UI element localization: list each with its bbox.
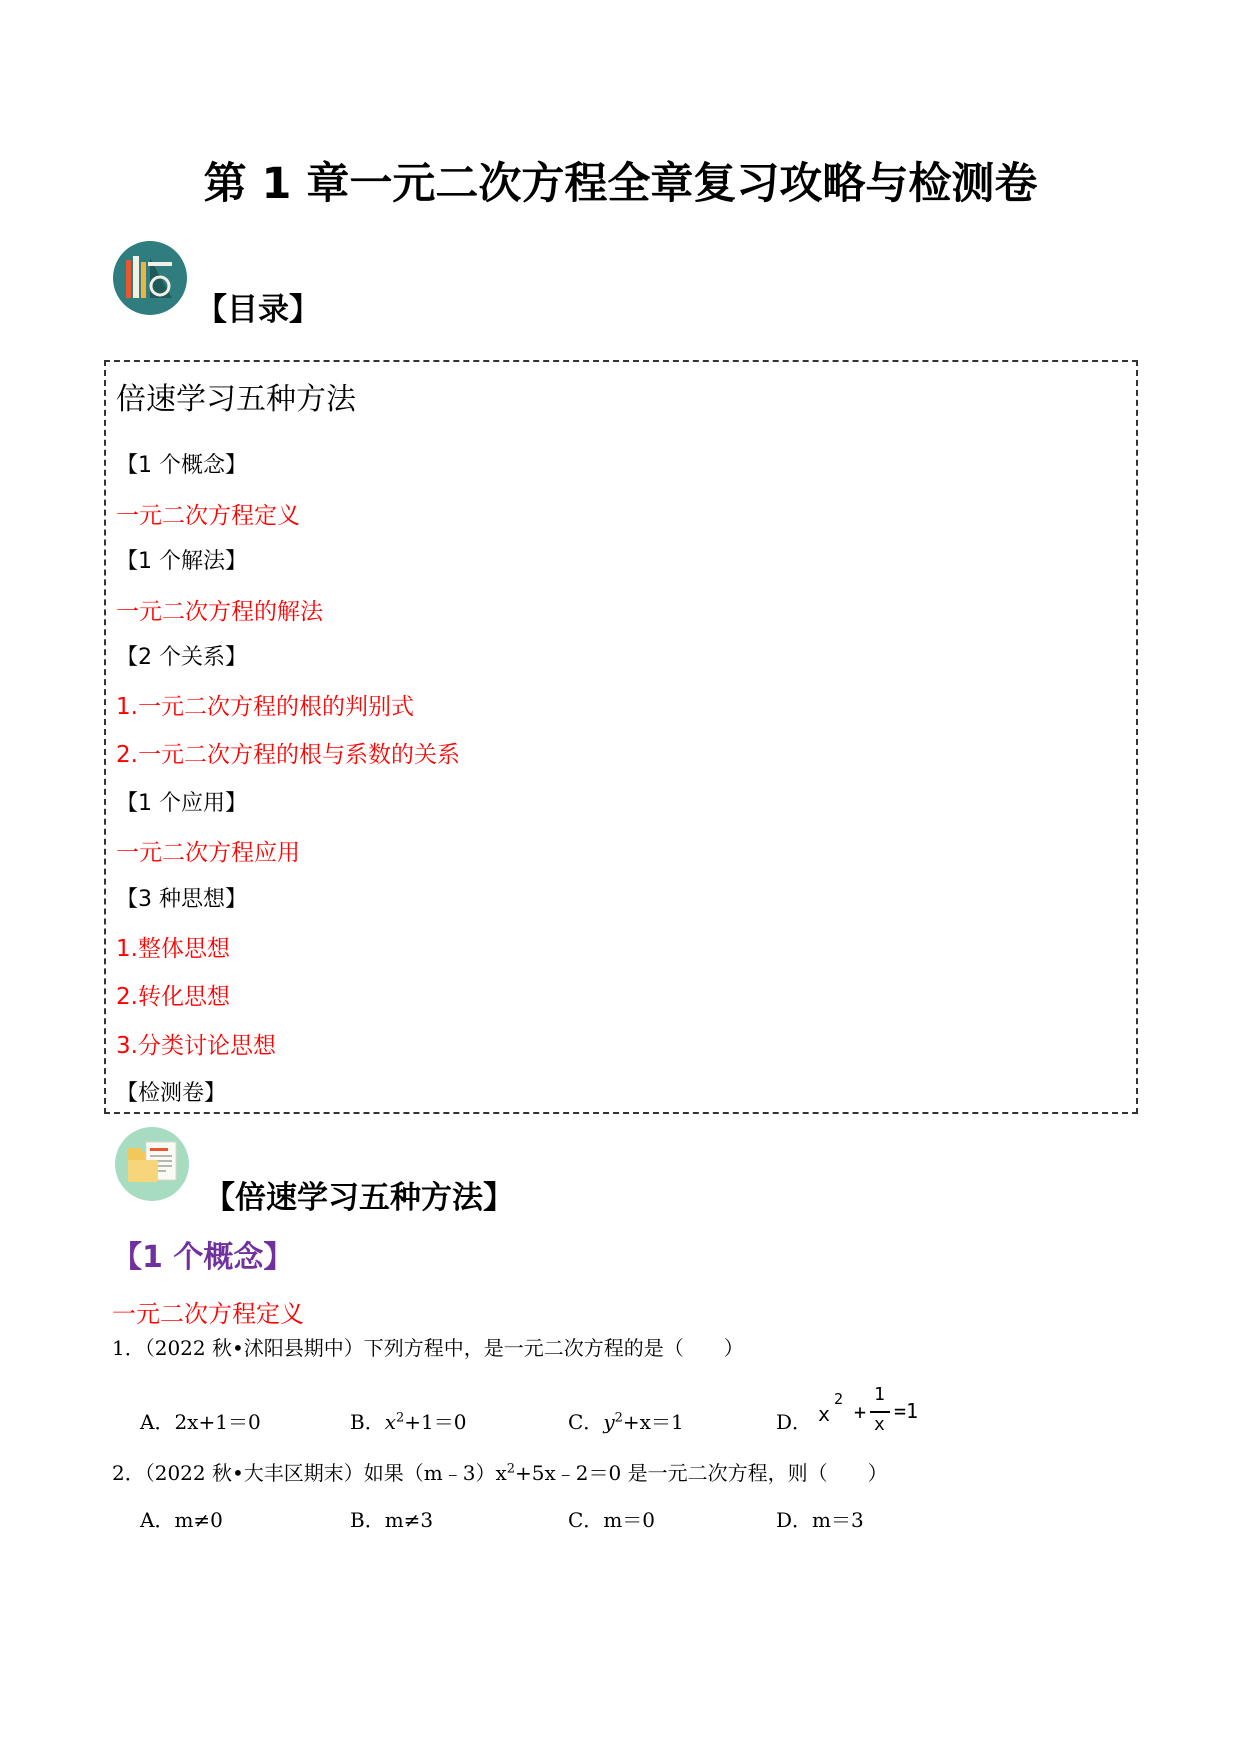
toc-category: 【1 个概念】 — [116, 453, 247, 478]
question-1 — [112, 1332, 744, 1361]
toc-category: 【检测卷】 — [116, 1081, 227, 1106]
toc-link[interactable]: 一元二次方程定义 — [116, 503, 300, 529]
question-stem: 下列方程中，是一元二次方程的是（ ） — [363, 1336, 744, 1360]
toc-link[interactable]: 1.整体思想 — [116, 936, 230, 962]
page-title: 第 1 章一元二次方程全章复习攻略与检测卷 — [203, 159, 1038, 209]
toc-heading: 【目录】 — [196, 292, 320, 328]
toc-category: 【3 种思想】 — [116, 887, 247, 912]
section-heading: 【倍速学习五种方法】 — [204, 1180, 514, 1216]
toc-category: 【2 个关系】 — [116, 645, 247, 670]
question-number: 1． — [112, 1336, 145, 1360]
toc-link[interactable]: 一元二次方程应用 — [116, 840, 300, 866]
option-c[interactable]: C．$y^2+x=1$ — [568, 1410, 684, 1434]
toc-category: 【1 个解法】 — [116, 549, 247, 574]
option-d[interactable]: D． — [776, 1410, 813, 1434]
question-stem: 如果（m﹣3）x — [363, 1461, 507, 1485]
option-d[interactable]: D．m＝3 — [776, 1508, 864, 1532]
concept-heading: 【1 个概念】 — [112, 1240, 294, 1275]
toc-link[interactable]: 2.一元二次方程的根与系数的关系 — [116, 742, 460, 768]
toc-link[interactable]: 1.一元二次方程的根的判别式 — [116, 694, 414, 720]
toc-link[interactable]: 一元二次方程的解法 — [116, 599, 323, 625]
toc-box-title: 倍速学习五种方法 — [116, 382, 356, 417]
question-source: （2022 秋•沭阳县期中） — [144, 1336, 364, 1360]
toc-link[interactable]: 2.转化思想 — [116, 984, 230, 1010]
option-c[interactable]: C．m＝0 — [568, 1508, 656, 1532]
books-ruler-icon — [112, 240, 188, 316]
toc-box — [104, 360, 1138, 1114]
option-a[interactable]: A．2x+1＝0 — [140, 1410, 261, 1434]
toc-category: 【1 个应用】 — [116, 791, 247, 816]
question-2: 2．（2022 秋•大丰区期末）如果$(m﹣3)x^2+5x﹣2=0$ 是一元二次方程，则（ ） — [112, 1461, 888, 1485]
option-b[interactable]: B．$x^2+1=0$ — [350, 1410, 467, 1434]
question-source: （2022 秋•大丰区期末） — [144, 1461, 364, 1485]
question-number: 2． — [112, 1461, 145, 1485]
fraction-bar — [870, 1411, 890, 1413]
folder-document-icon — [114, 1126, 190, 1202]
topic-title: 一元二次方程定义 — [112, 1300, 304, 1328]
toc-link[interactable]: 3.分类讨论思想 — [116, 1033, 276, 1059]
option-b[interactable]: B．m≠3 — [350, 1508, 434, 1532]
option-a[interactable]: A．m≠0 — [140, 1508, 223, 1532]
